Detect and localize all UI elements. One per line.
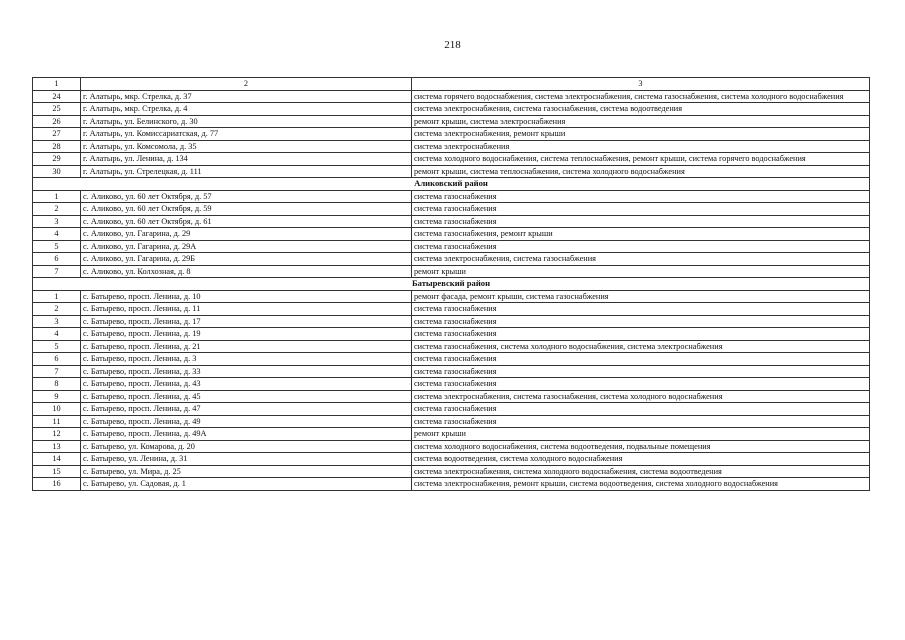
work-type-cell: система газоснабжения [412,403,870,416]
row-number-cell: 5 [33,240,81,253]
row-number-cell: 28 [33,140,81,153]
table-row [33,465,870,478]
address-cell: с. Батырево, просп. Ленина, д. 45 [81,390,412,403]
work-type-cell: ремонт фасада, ремонт крыши, система газоснабжения [412,290,870,303]
row-number-cell: 1 [33,190,81,203]
table-row [33,328,870,341]
table-row [33,265,870,278]
row-number-cell: 2 [33,203,81,216]
table-row [33,440,870,453]
table-row [33,90,870,103]
row-number-cell: 11 [33,415,81,428]
address-cell: г. Алатырь, ул. Комсомола, д. 35 [81,140,412,153]
work-type-cell: система электроснабжения, система холодного водоснабжения, система водоотведения [412,465,870,478]
row-number-cell: 3 [33,215,81,228]
address-cell: с. Аликово, ул. Гагарина, д. 29А [81,240,412,253]
row-number-cell: 12 [33,428,81,441]
address-cell: с. Батырево, просп. Ленина, д. 33 [81,365,412,378]
work-type-cell: система газоснабжения [412,203,870,216]
header-row [33,78,870,91]
address-cell: с. Аликово, ул. 60 лет Октября, д. 57 [81,190,412,203]
row-number-cell: 7 [33,365,81,378]
work-type-cell: система газоснабжения [412,315,870,328]
table-row [33,315,870,328]
table-row [33,290,870,303]
address-cell: г. Алатырь, ул. Ленина, д. 134 [81,153,412,166]
row-number-cell: 26 [33,115,81,128]
work-type-cell: система водоотведения, система холодного водоснабжения [412,453,870,466]
table-row [33,215,870,228]
table-row [33,403,870,416]
address-cell: с. Батырево, просп. Ленина, д. 17 [81,315,412,328]
work-type-cell: система холодного водоснабжения, система водоотведения, подвальные помещения [412,440,870,453]
section-title: Батыревский район [33,278,870,291]
work-type-cell: система газоснабжения [412,378,870,391]
table-row [33,253,870,266]
row-number-cell: 8 [33,378,81,391]
row-number-cell: 9 [33,390,81,403]
work-type-cell: система электроснабжения, система газоснабжения, система холодного водоснабжения [412,390,870,403]
address-cell: с. Батырево, просп. Ленина, д. 21 [81,340,412,353]
row-number-cell: 5 [33,340,81,353]
table-row [33,378,870,391]
table-row [33,453,870,466]
row-number-cell: 10 [33,403,81,416]
row-number-cell: 4 [33,328,81,341]
row-number-cell: 30 [33,165,81,178]
page-number: 218 [444,39,461,51]
address-cell: г. Алатырь, ул. Комиссариатская, д. 77 [81,128,412,141]
table-row [33,340,870,353]
row-number-cell: 29 [33,153,81,166]
table-row [33,153,870,166]
table-row [33,128,870,141]
row-number-cell: 16 [33,478,81,491]
table-row [33,428,870,441]
address-cell: с. Батырево, ул. Садовая, д. 1 [81,478,412,491]
address-cell: г. Алатырь, мкр. Стрелка, д. 37 [81,90,412,103]
column-header: 1 [33,78,81,91]
address-cell: г. Алатырь, мкр. Стрелка, д. 4 [81,103,412,116]
work-type-cell: система газоснабжения [412,353,870,366]
section-row [33,178,870,191]
work-type-cell: ремонт крыши, система электроснабжения [412,115,870,128]
column-header: 2 [81,78,412,91]
table-row [33,240,870,253]
table-row [33,390,870,403]
work-type-cell: система газоснабжения [412,303,870,316]
address-cell: с. Аликово, ул. Гагарина, д. 29 [81,228,412,241]
row-number-cell: 27 [33,128,81,141]
address-cell: с. Батырево, ул. Мира, д. 25 [81,465,412,478]
row-number-cell: 15 [33,465,81,478]
work-type-cell: система электроснабжения [412,140,870,153]
row-number-cell: 25 [33,103,81,116]
section-title: Аликовский район [33,178,870,191]
work-type-cell: ремонт крыши, система теплоснабжения, система холодного водоснабжения [412,165,870,178]
address-cell: с. Батырево, просп. Ленина, д. 49 [81,415,412,428]
table-row [33,415,870,428]
work-type-cell: ремонт крыши [412,428,870,441]
table-row [33,203,870,216]
work-type-cell: система газоснабжения [412,190,870,203]
address-cell: с. Батырево, ул. Комарова, д. 20 [81,440,412,453]
table-row [33,140,870,153]
work-type-cell: система электроснабжения, система газоснабжения [412,253,870,266]
address-cell: с. Аликово, ул. Колхозная, д. 8 [81,265,412,278]
address-cell: с. Аликово, ул. 60 лет Октября, д. 59 [81,203,412,216]
address-cell: г. Алатырь, ул. Белинского, д. 30 [81,115,412,128]
row-number-cell: 2 [33,303,81,316]
row-number-cell: 3 [33,315,81,328]
table-row [33,353,870,366]
row-number-cell: 6 [33,253,81,266]
table-row [33,303,870,316]
address-cell: с. Батырево, просп. Ленина, д. 47 [81,403,412,416]
table-row [33,103,870,116]
work-type-cell: система газоснабжения [412,240,870,253]
work-type-cell: система газоснабжения [412,415,870,428]
table-row [33,365,870,378]
row-number-cell: 4 [33,228,81,241]
address-cell: с. Батырево, просп. Ленина, д. 43 [81,378,412,391]
address-cell: с. Батырево, просп. Ленина, д. 49А [81,428,412,441]
address-cell: с. Батырево, просп. Ленина, д. 10 [81,290,412,303]
address-cell: г. Алатырь, ул. Стрелецкая, д. 111 [81,165,412,178]
table-row [33,228,870,241]
work-type-cell: ремонт крыши [412,265,870,278]
work-type-cell: система газоснабжения, ремонт крыши [412,228,870,241]
work-type-cell: система электроснабжения, ремонт крыши, система водоотведения, система холодного водоснабжения [412,478,870,491]
address-cell: с. Батырево, ул. Ленина, д. 31 [81,453,412,466]
row-number-cell: 13 [33,440,81,453]
work-type-cell: система газоснабжения [412,328,870,341]
address-cell: с. Аликово, ул. Гагарина, д. 29Б [81,253,412,266]
table-row [33,478,870,491]
address-cell: с. Батырево, просп. Ленина, д. 19 [81,328,412,341]
work-type-cell: система горячего водоснабжения, система электроснабжения, система газоснабжения, система холодного водоснабжения [412,90,870,103]
work-type-cell: система газоснабжения [412,365,870,378]
row-number-cell: 1 [33,290,81,303]
row-number-cell: 6 [33,353,81,366]
repair-table [32,77,870,491]
table-row [33,115,870,128]
work-type-cell: система электроснабжения, ремонт крыши [412,128,870,141]
table-row [33,165,870,178]
address-cell: с. Батырево, просп. Ленина, д. 11 [81,303,412,316]
address-cell: с. Аликово, ул. 60 лет Октября, д. 61 [81,215,412,228]
table-body [33,78,870,491]
work-type-cell: система холодного водоснабжения, система теплоснабжения, ремонт крыши, система горячего водоснабжения [412,153,870,166]
column-header: 3 [412,78,870,91]
address-cell: с. Батырево, просп. Ленина, д. 3 [81,353,412,366]
work-type-cell: система газоснабжения, система холодного водоснабжения, система электроснабжения [412,340,870,353]
row-number-cell: 24 [33,90,81,103]
table-row [33,190,870,203]
section-row [33,278,870,291]
work-type-cell: система газоснабжения [412,215,870,228]
row-number-cell: 7 [33,265,81,278]
row-number-cell: 14 [33,453,81,466]
work-type-cell: система электроснабжения, система газоснабжения, система водоотведения [412,103,870,116]
